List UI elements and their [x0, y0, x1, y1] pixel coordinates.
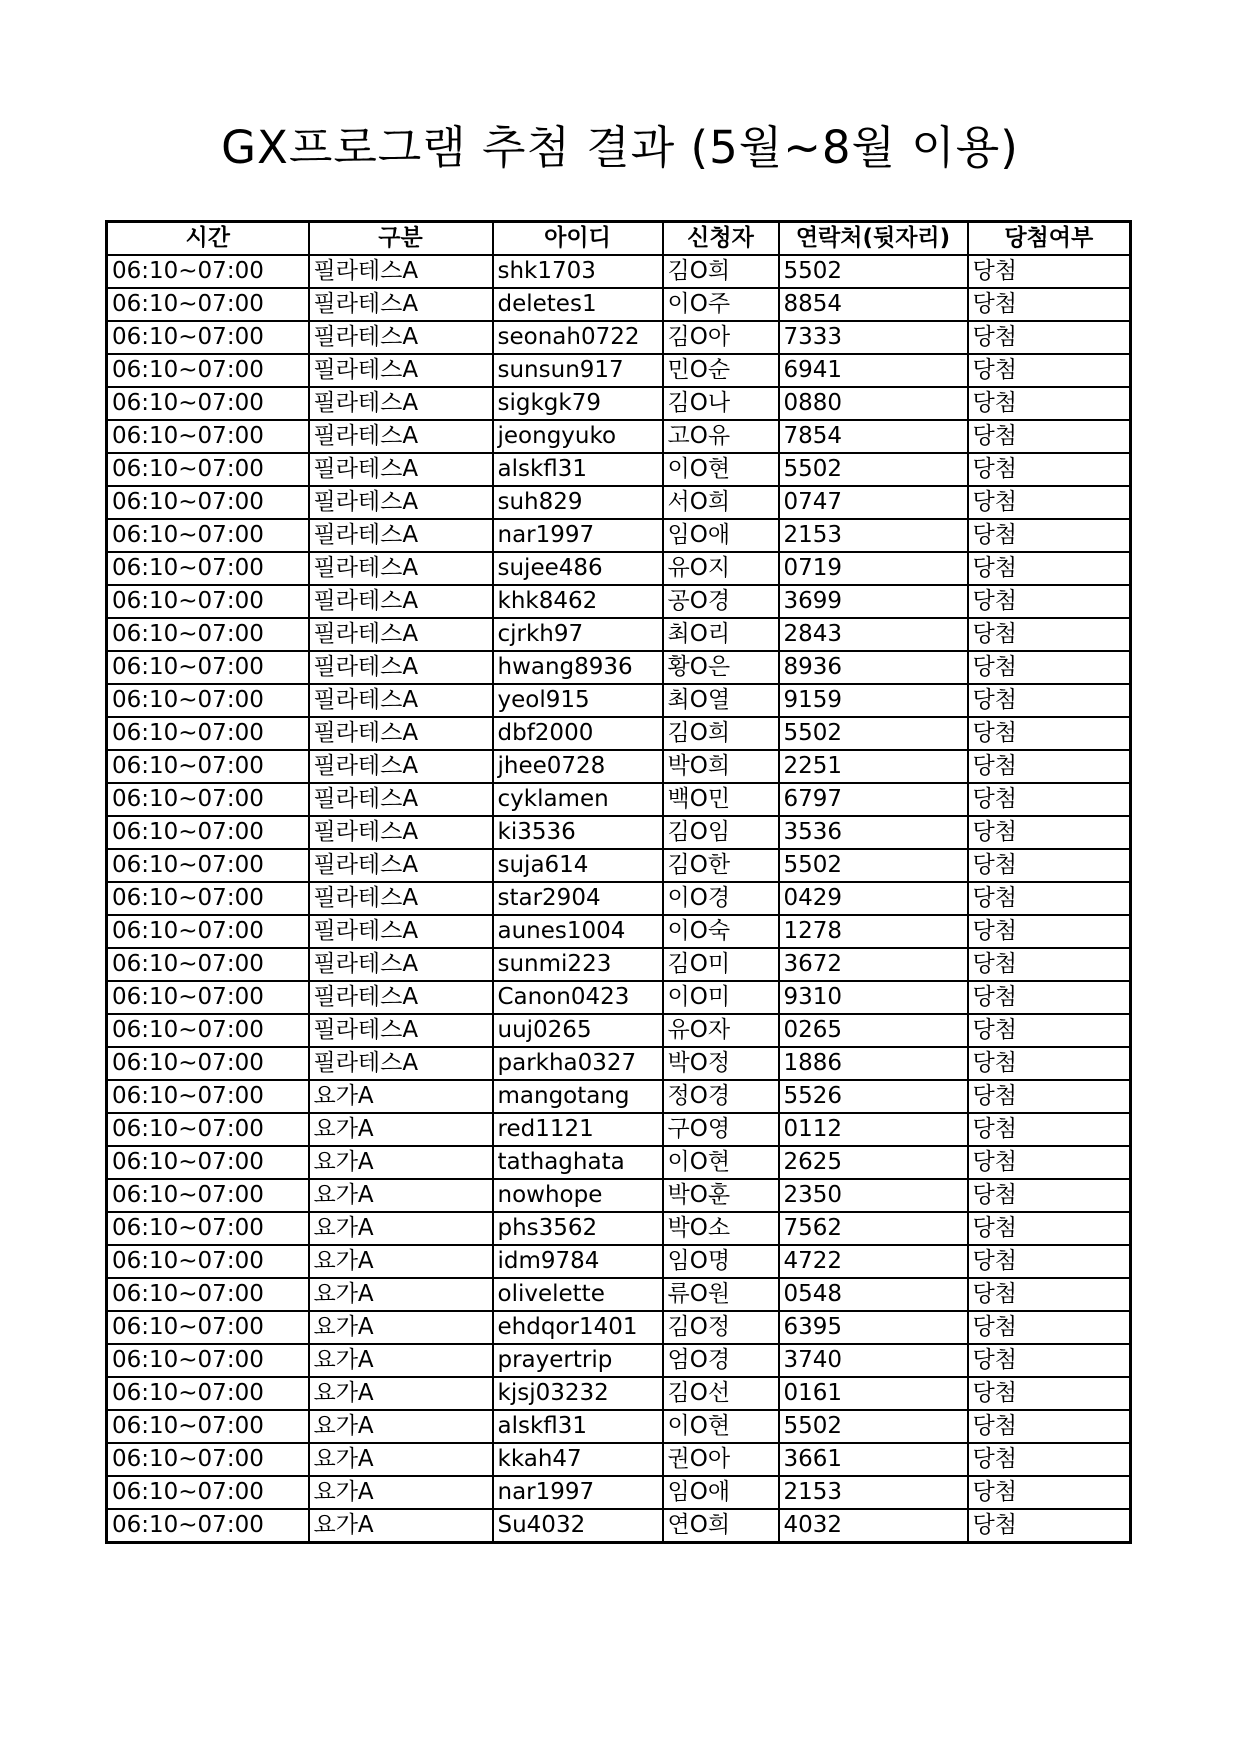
cell-result: 당첨	[968, 1278, 1131, 1311]
cell-user-id: suh829	[493, 486, 663, 519]
cell-applicant: 백O민	[663, 783, 779, 816]
cell-time: 06:10~07:00	[107, 1014, 309, 1047]
cell-result: 당첨	[968, 453, 1131, 486]
cell-user-id: tathaghata	[493, 1146, 663, 1179]
table-row	[107, 849, 1131, 882]
cell-category: 필라테스A	[309, 387, 493, 420]
cell-time: 06:10~07:00	[107, 1311, 309, 1344]
cell-result: 당첨	[968, 981, 1131, 1014]
cell-category: 필라테스A	[309, 684, 493, 717]
cell-result: 당첨	[968, 420, 1131, 453]
cell-category: 요가A	[309, 1509, 493, 1543]
cell-category: 필라테스A	[309, 420, 493, 453]
cell-applicant: 임O명	[663, 1245, 779, 1278]
cell-result: 당첨	[968, 354, 1131, 387]
cell-phone-last-digits: 3536	[779, 816, 968, 849]
cell-applicant: 민O순	[663, 354, 779, 387]
cell-phone-last-digits: 2153	[779, 519, 968, 552]
table-header-row	[107, 222, 1131, 256]
cell-phone-last-digits: 1886	[779, 1047, 968, 1080]
cell-time: 06:10~07:00	[107, 585, 309, 618]
cell-category: 필라테스A	[309, 915, 493, 948]
cell-phone-last-digits: 3672	[779, 948, 968, 981]
cell-time: 06:10~07:00	[107, 849, 309, 882]
cell-phone-last-digits: 6941	[779, 354, 968, 387]
table-row	[107, 1443, 1131, 1476]
cell-category: 필라테스A	[309, 321, 493, 354]
table-row	[107, 1014, 1131, 1047]
cell-applicant: 이O현	[663, 1410, 779, 1443]
cell-result: 당첨	[968, 1509, 1131, 1543]
table-row	[107, 354, 1131, 387]
cell-time: 06:10~07:00	[107, 1146, 309, 1179]
cell-applicant: 이O현	[663, 1146, 779, 1179]
cell-category: 요가A	[309, 1245, 493, 1278]
cell-category: 요가A	[309, 1410, 493, 1443]
cell-result: 당첨	[968, 717, 1131, 750]
cell-user-id: sunmi223	[493, 948, 663, 981]
cell-result: 당첨	[968, 288, 1131, 321]
cell-time: 06:10~07:00	[107, 1509, 309, 1543]
cell-user-id: kkah47	[493, 1443, 663, 1476]
cell-result: 당첨	[968, 1080, 1131, 1113]
cell-result: 당첨	[968, 1377, 1131, 1410]
table-row	[107, 684, 1131, 717]
cell-category: 필라테스A	[309, 651, 493, 684]
cell-category: 요가A	[309, 1377, 493, 1410]
cell-phone-last-digits: 5526	[779, 1080, 968, 1113]
cell-category: 요가A	[309, 1212, 493, 1245]
cell-phone-last-digits: 5502	[779, 453, 968, 486]
cell-category: 필라테스A	[309, 1047, 493, 1080]
cell-user-id: cyklamen	[493, 783, 663, 816]
cell-phone-last-digits: 0429	[779, 882, 968, 915]
cell-result: 당첨	[968, 1443, 1131, 1476]
cell-time: 06:10~07:00	[107, 1047, 309, 1080]
cell-applicant: 구O영	[663, 1113, 779, 1146]
cell-phone-last-digits: 8854	[779, 288, 968, 321]
cell-result: 당첨	[968, 1212, 1131, 1245]
table-row	[107, 1509, 1131, 1543]
cell-time: 06:10~07:00	[107, 1443, 309, 1476]
cell-user-id: kjsj03232	[493, 1377, 663, 1410]
cell-result: 당첨	[968, 1014, 1131, 1047]
cell-time: 06:10~07:00	[107, 684, 309, 717]
cell-result: 당첨	[968, 750, 1131, 783]
cell-applicant: 고O유	[663, 420, 779, 453]
table-row	[107, 1047, 1131, 1080]
cell-category: 요가A	[309, 1311, 493, 1344]
page-title: GX프로그램 추첨 결과 (5월~8월 이용)	[221, 121, 1019, 174]
cell-result: 당첨	[968, 1113, 1131, 1146]
cell-user-id: nar1997	[493, 1476, 663, 1509]
cell-phone-last-digits: 3661	[779, 1443, 968, 1476]
cell-phone-last-digits: 0265	[779, 1014, 968, 1047]
cell-applicant: 서O희	[663, 486, 779, 519]
cell-phone-last-digits: 4032	[779, 1509, 968, 1543]
table-row	[107, 255, 1131, 288]
cell-applicant: 임O애	[663, 519, 779, 552]
cell-category: 필라테스A	[309, 783, 493, 816]
cell-result: 당첨	[968, 849, 1131, 882]
cell-phone-last-digits: 2350	[779, 1179, 968, 1212]
cell-result: 당첨	[968, 1179, 1131, 1212]
cell-category: 필라테스A	[309, 585, 493, 618]
cell-user-id: deletes1	[493, 288, 663, 321]
table-row	[107, 948, 1131, 981]
table-body	[107, 255, 1131, 1543]
cell-time: 06:10~07:00	[107, 1278, 309, 1311]
cell-user-id: sujee486	[493, 552, 663, 585]
table-row	[107, 486, 1131, 519]
column-header-user-id: 아이디	[493, 222, 663, 256]
cell-result: 당첨	[968, 1410, 1131, 1443]
column-header-category: 구분	[309, 222, 493, 256]
cell-applicant: 김O희	[663, 717, 779, 750]
cell-user-id: ehdqor1401	[493, 1311, 663, 1344]
cell-phone-last-digits: 0112	[779, 1113, 968, 1146]
cell-phone-last-digits: 0880	[779, 387, 968, 420]
cell-result: 당첨	[968, 585, 1131, 618]
cell-phone-last-digits: 2153	[779, 1476, 968, 1509]
cell-user-id: alskfl31	[493, 453, 663, 486]
cell-phone-last-digits: 7333	[779, 321, 968, 354]
cell-applicant: 류O원	[663, 1278, 779, 1311]
cell-time: 06:10~07:00	[107, 816, 309, 849]
cell-phone-last-digits: 7562	[779, 1212, 968, 1245]
table-row	[107, 321, 1131, 354]
cell-user-id: shk1703	[493, 255, 663, 288]
cell-phone-last-digits: 5502	[779, 255, 968, 288]
cell-applicant: 김O나	[663, 387, 779, 420]
table-row	[107, 1377, 1131, 1410]
table-row	[107, 585, 1131, 618]
cell-phone-last-digits: 9159	[779, 684, 968, 717]
cell-phone-last-digits: 0161	[779, 1377, 968, 1410]
table-row	[107, 1245, 1131, 1278]
table-row	[107, 783, 1131, 816]
column-header-result: 당첨여부	[968, 222, 1131, 256]
cell-applicant: 이O경	[663, 882, 779, 915]
cell-user-id: idm9784	[493, 1245, 663, 1278]
cell-time: 06:10~07:00	[107, 519, 309, 552]
cell-applicant: 정O경	[663, 1080, 779, 1113]
cell-applicant: 박O훈	[663, 1179, 779, 1212]
cell-time: 06:10~07:00	[107, 651, 309, 684]
cell-result: 당첨	[968, 552, 1131, 585]
cell-time: 06:10~07:00	[107, 1245, 309, 1278]
cell-applicant: 이O현	[663, 453, 779, 486]
cell-time: 06:10~07:00	[107, 1344, 309, 1377]
table-row	[107, 1410, 1131, 1443]
cell-time: 06:10~07:00	[107, 882, 309, 915]
table-row	[107, 1344, 1131, 1377]
cell-user-id: suja614	[493, 849, 663, 882]
cell-time: 06:10~07:00	[107, 255, 309, 288]
cell-phone-last-digits: 2251	[779, 750, 968, 783]
cell-phone-last-digits: 2843	[779, 618, 968, 651]
cell-applicant: 이O미	[663, 981, 779, 1014]
cell-applicant: 임O애	[663, 1476, 779, 1509]
cell-time: 06:10~07:00	[107, 552, 309, 585]
cell-user-id: dbf2000	[493, 717, 663, 750]
cell-user-id: prayertrip	[493, 1344, 663, 1377]
cell-applicant: 연O희	[663, 1509, 779, 1543]
cell-user-id: olivelette	[493, 1278, 663, 1311]
cell-time: 06:10~07:00	[107, 783, 309, 816]
cell-result: 당첨	[968, 1476, 1131, 1509]
lottery-results-table	[105, 220, 1132, 1544]
cell-user-id: jeongyuko	[493, 420, 663, 453]
cell-applicant: 김O희	[663, 255, 779, 288]
cell-user-id: hwang8936	[493, 651, 663, 684]
cell-category: 필라테스A	[309, 717, 493, 750]
cell-result: 당첨	[968, 684, 1131, 717]
cell-user-id: sigkgk79	[493, 387, 663, 420]
cell-phone-last-digits: 5502	[779, 717, 968, 750]
cell-result: 당첨	[968, 321, 1131, 354]
cell-time: 06:10~07:00	[107, 420, 309, 453]
cell-user-id: Su4032	[493, 1509, 663, 1543]
cell-category: 요가A	[309, 1146, 493, 1179]
cell-result: 당첨	[968, 1146, 1131, 1179]
cell-applicant: 공O경	[663, 585, 779, 618]
table-row	[107, 1146, 1131, 1179]
cell-result: 당첨	[968, 783, 1131, 816]
cell-result: 당첨	[968, 618, 1131, 651]
cell-time: 06:10~07:00	[107, 453, 309, 486]
table-row	[107, 519, 1131, 552]
cell-phone-last-digits: 8936	[779, 651, 968, 684]
cell-result: 당첨	[968, 915, 1131, 948]
column-header-phone-last-digits: 연락처(뒷자리)	[779, 222, 968, 256]
cell-result: 당첨	[968, 255, 1131, 288]
cell-user-id: yeol915	[493, 684, 663, 717]
cell-phone-last-digits: 3699	[779, 585, 968, 618]
table-row	[107, 1179, 1131, 1212]
table-row	[107, 420, 1131, 453]
cell-applicant: 권O아	[663, 1443, 779, 1476]
cell-category: 필라테스A	[309, 1014, 493, 1047]
cell-phone-last-digits: 1278	[779, 915, 968, 948]
cell-category: 요가A	[309, 1476, 493, 1509]
cell-applicant: 엄O경	[663, 1344, 779, 1377]
cell-user-id: sunsun917	[493, 354, 663, 387]
cell-category: 요가A	[309, 1344, 493, 1377]
cell-applicant: 이O숙	[663, 915, 779, 948]
cell-applicant: 김O정	[663, 1311, 779, 1344]
cell-time: 06:10~07:00	[107, 486, 309, 519]
cell-category: 필라테스A	[309, 750, 493, 783]
cell-category: 요가A	[309, 1278, 493, 1311]
cell-time: 06:10~07:00	[107, 1410, 309, 1443]
cell-category: 필라테스A	[309, 453, 493, 486]
cell-time: 06:10~07:00	[107, 1212, 309, 1245]
cell-category: 필라테스A	[309, 981, 493, 1014]
cell-category: 필라테스A	[309, 486, 493, 519]
cell-applicant: 최O열	[663, 684, 779, 717]
cell-phone-last-digits: 6797	[779, 783, 968, 816]
cell-category: 필라테스A	[309, 882, 493, 915]
cell-category: 요가A	[309, 1179, 493, 1212]
cell-phone-last-digits: 4722	[779, 1245, 968, 1278]
cell-user-id: mangotang	[493, 1080, 663, 1113]
table-row	[107, 1278, 1131, 1311]
cell-phone-last-digits: 9310	[779, 981, 968, 1014]
cell-applicant: 박O소	[663, 1212, 779, 1245]
table-row	[107, 453, 1131, 486]
cell-result: 당첨	[968, 519, 1131, 552]
cell-time: 06:10~07:00	[107, 1377, 309, 1410]
table-row	[107, 1080, 1131, 1113]
cell-applicant: 김O아	[663, 321, 779, 354]
cell-user-id: seonah0722	[493, 321, 663, 354]
cell-phone-last-digits: 0747	[779, 486, 968, 519]
table-row	[107, 981, 1131, 1014]
cell-applicant: 유O자	[663, 1014, 779, 1047]
cell-user-id: red1121	[493, 1113, 663, 1146]
cell-result: 당첨	[968, 882, 1131, 915]
cell-applicant: 김O미	[663, 948, 779, 981]
cell-time: 06:10~07:00	[107, 981, 309, 1014]
table-row	[107, 288, 1131, 321]
cell-category: 필라테스A	[309, 552, 493, 585]
cell-category: 필라테스A	[309, 255, 493, 288]
cell-user-id: cjrkh97	[493, 618, 663, 651]
cell-category: 필라테스A	[309, 618, 493, 651]
table-row	[107, 651, 1131, 684]
cell-user-id: nar1997	[493, 519, 663, 552]
cell-time: 06:10~07:00	[107, 321, 309, 354]
table-row	[107, 1476, 1131, 1509]
cell-phone-last-digits: 7854	[779, 420, 968, 453]
cell-result: 당첨	[968, 1047, 1131, 1080]
cell-applicant: 박O정	[663, 1047, 779, 1080]
cell-user-id: nowhope	[493, 1179, 663, 1212]
cell-category: 필라테스A	[309, 288, 493, 321]
cell-user-id: parkha0327	[493, 1047, 663, 1080]
cell-user-id: ki3536	[493, 816, 663, 849]
table-row	[107, 915, 1131, 948]
cell-time: 06:10~07:00	[107, 1080, 309, 1113]
table-row	[107, 1212, 1131, 1245]
cell-category: 필라테스A	[309, 354, 493, 387]
cell-time: 06:10~07:00	[107, 1179, 309, 1212]
cell-phone-last-digits: 5502	[779, 849, 968, 882]
cell-user-id: star2904	[493, 882, 663, 915]
cell-user-id: jhee0728	[493, 750, 663, 783]
cell-phone-last-digits: 6395	[779, 1311, 968, 1344]
cell-applicant: 김O한	[663, 849, 779, 882]
cell-result: 당첨	[968, 1245, 1131, 1278]
cell-result: 당첨	[968, 948, 1131, 981]
cell-time: 06:10~07:00	[107, 618, 309, 651]
cell-category: 필라테스A	[309, 849, 493, 882]
cell-time: 06:10~07:00	[107, 387, 309, 420]
cell-time: 06:10~07:00	[107, 915, 309, 948]
cell-result: 당첨	[968, 816, 1131, 849]
cell-applicant: 유O지	[663, 552, 779, 585]
cell-phone-last-digits: 5502	[779, 1410, 968, 1443]
cell-phone-last-digits: 0719	[779, 552, 968, 585]
column-header-applicant: 신청자	[663, 222, 779, 256]
cell-phone-last-digits: 3740	[779, 1344, 968, 1377]
cell-category: 요가A	[309, 1443, 493, 1476]
cell-applicant: 황O은	[663, 651, 779, 684]
cell-time: 06:10~07:00	[107, 1113, 309, 1146]
cell-time: 06:10~07:00	[107, 1476, 309, 1509]
cell-category: 필라테스A	[309, 816, 493, 849]
cell-category: 요가A	[309, 1113, 493, 1146]
cell-user-id: khk8462	[493, 585, 663, 618]
cell-result: 당첨	[968, 486, 1131, 519]
cell-user-id: phs3562	[493, 1212, 663, 1245]
cell-category: 요가A	[309, 1080, 493, 1113]
cell-phone-last-digits: 2625	[779, 1146, 968, 1179]
cell-user-id: Canon0423	[493, 981, 663, 1014]
table-row	[107, 1113, 1131, 1146]
cell-applicant: 최O리	[663, 618, 779, 651]
cell-category: 필라테스A	[309, 948, 493, 981]
cell-result: 당첨	[968, 1311, 1131, 1344]
table-row	[107, 387, 1131, 420]
cell-time: 06:10~07:00	[107, 948, 309, 981]
cell-applicant: 김O선	[663, 1377, 779, 1410]
cell-time: 06:10~07:00	[107, 750, 309, 783]
cell-user-id: uuj0265	[493, 1014, 663, 1047]
cell-phone-last-digits: 0548	[779, 1278, 968, 1311]
cell-result: 당첨	[968, 387, 1131, 420]
table-row	[107, 882, 1131, 915]
cell-time: 06:10~07:00	[107, 717, 309, 750]
cell-category: 필라테스A	[309, 519, 493, 552]
cell-applicant: 김O임	[663, 816, 779, 849]
cell-result: 당첨	[968, 651, 1131, 684]
cell-time: 06:10~07:00	[107, 288, 309, 321]
table-row	[107, 1311, 1131, 1344]
cell-user-id: alskfl31	[493, 1410, 663, 1443]
cell-result: 당첨	[968, 1344, 1131, 1377]
table-row	[107, 552, 1131, 585]
cell-applicant: 박O희	[663, 750, 779, 783]
table-row	[107, 618, 1131, 651]
cell-user-id: aunes1004	[493, 915, 663, 948]
cell-time: 06:10~07:00	[107, 354, 309, 387]
column-header-time: 시간	[107, 222, 309, 256]
table-row	[107, 717, 1131, 750]
table-row	[107, 750, 1131, 783]
cell-applicant: 이O주	[663, 288, 779, 321]
table-row	[107, 816, 1131, 849]
